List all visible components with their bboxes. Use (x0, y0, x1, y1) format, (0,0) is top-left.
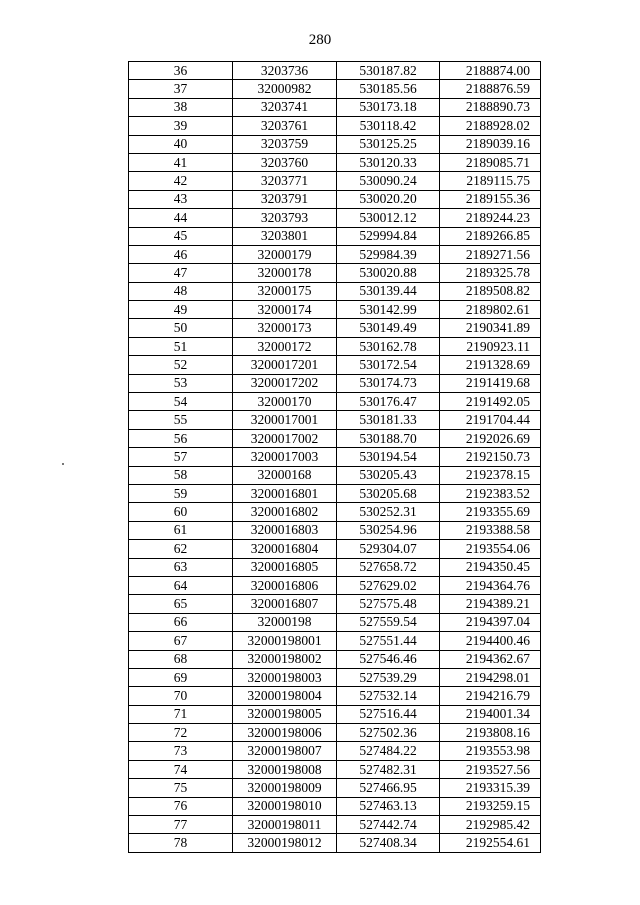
y-coordinate-cell: 2191492.05 (440, 393, 541, 411)
x-coordinate-cell: 530176.47 (337, 393, 440, 411)
y-coordinate-cell: 2193808.16 (440, 724, 541, 742)
point-number-cell: 69 (129, 668, 233, 686)
y-coordinate-cell: 2192985.42 (440, 816, 541, 834)
y-coordinate-cell: 2188890.73 (440, 98, 541, 116)
y-coordinate-cell: 2189085.71 (440, 153, 541, 171)
point-number-cell: 39 (129, 117, 233, 135)
x-coordinate-cell: 530181.33 (337, 411, 440, 429)
point-number-cell: 51 (129, 337, 233, 355)
table-row (129, 576, 541, 594)
x-coordinate-cell: 530252.31 (337, 503, 440, 521)
y-coordinate-cell: 2189244.23 (440, 209, 541, 227)
table-row (129, 650, 541, 668)
x-coordinate-cell: 530149.49 (337, 319, 440, 337)
y-coordinate-cell: 2189115.75 (440, 172, 541, 190)
x-coordinate-cell: 530185.56 (337, 80, 440, 98)
point-id-cell: 32000198010 (233, 797, 337, 815)
x-coordinate-cell: 530118.42 (337, 117, 440, 135)
table-row (129, 264, 541, 282)
x-coordinate-cell: 527532.14 (337, 687, 440, 705)
point-number-cell: 68 (129, 650, 233, 668)
table-row (129, 558, 541, 576)
x-coordinate-cell: 530205.43 (337, 466, 440, 484)
point-id-cell: 3200016801 (233, 484, 337, 502)
point-id-cell: 32000198008 (233, 760, 337, 778)
y-coordinate-cell: 2194400.46 (440, 632, 541, 650)
y-coordinate-cell: 2192150.73 (440, 448, 541, 466)
x-coordinate-cell: 527484.22 (337, 742, 440, 760)
y-coordinate-cell: 2189271.56 (440, 245, 541, 263)
point-number-cell: 75 (129, 779, 233, 797)
x-coordinate-cell: 527408.34 (337, 834, 440, 852)
table-row (129, 153, 541, 171)
x-coordinate-cell: 527559.54 (337, 613, 440, 631)
x-coordinate-cell: 530162.78 (337, 337, 440, 355)
point-id-cell: 3200016806 (233, 576, 337, 594)
table-row (129, 117, 541, 135)
y-coordinate-cell: 2192378.15 (440, 466, 541, 484)
point-number-cell: 55 (129, 411, 233, 429)
point-id-cell: 32000198009 (233, 779, 337, 797)
point-number-cell: 42 (129, 172, 233, 190)
x-coordinate-cell: 530188.70 (337, 429, 440, 447)
point-id-cell: 32000174 (233, 301, 337, 319)
point-id-cell: 32000198003 (233, 668, 337, 686)
x-coordinate-cell: 527546.46 (337, 650, 440, 668)
table-row (129, 374, 541, 392)
table-row (129, 705, 541, 723)
point-number-cell: 53 (129, 374, 233, 392)
point-number-cell: 40 (129, 135, 233, 153)
y-coordinate-cell: 2194389.21 (440, 595, 541, 613)
point-id-cell: 32000178 (233, 264, 337, 282)
point-id-cell: 32000198012 (233, 834, 337, 852)
point-id-cell: 32000198007 (233, 742, 337, 760)
table-row (129, 411, 541, 429)
y-coordinate-cell: 2188876.59 (440, 80, 541, 98)
point-number-cell: 56 (129, 429, 233, 447)
x-coordinate-cell: 527551.44 (337, 632, 440, 650)
table-row (129, 466, 541, 484)
x-coordinate-cell: 530139.44 (337, 282, 440, 300)
point-number-cell: 59 (129, 484, 233, 502)
y-coordinate-cell: 2189508.82 (440, 282, 541, 300)
point-id-cell: 32000170 (233, 393, 337, 411)
y-coordinate-cell: 2191419.68 (440, 374, 541, 392)
y-coordinate-cell: 2192026.69 (440, 429, 541, 447)
point-id-cell: 3203760 (233, 153, 337, 171)
y-coordinate-cell: 2189325.78 (440, 264, 541, 282)
x-coordinate-cell: 530020.20 (337, 190, 440, 208)
y-coordinate-cell: 2193527.56 (440, 760, 541, 778)
table-row (129, 540, 541, 558)
y-coordinate-cell: 2190341.89 (440, 319, 541, 337)
point-id-cell: 32000175 (233, 282, 337, 300)
table-row (129, 484, 541, 502)
point-number-cell: 65 (129, 595, 233, 613)
table-row (129, 429, 541, 447)
point-id-cell: 3200016802 (233, 503, 337, 521)
x-coordinate-cell: 530174.73 (337, 374, 440, 392)
table-row (129, 209, 541, 227)
point-id-cell: 3200017001 (233, 411, 337, 429)
x-coordinate-cell: 527502.36 (337, 724, 440, 742)
point-number-cell: 78 (129, 834, 233, 852)
scan-speck (62, 463, 64, 465)
point-id-cell: 3203801 (233, 227, 337, 245)
point-number-cell: 41 (129, 153, 233, 171)
point-number-cell: 50 (129, 319, 233, 337)
table-row (129, 724, 541, 742)
y-coordinate-cell: 2194001.34 (440, 705, 541, 723)
point-number-cell: 45 (129, 227, 233, 245)
point-id-cell: 3200017201 (233, 356, 337, 374)
y-coordinate-cell: 2194364.76 (440, 576, 541, 594)
coordinates-table-body (129, 62, 541, 853)
y-coordinate-cell: 2194397.04 (440, 613, 541, 631)
point-number-cell: 38 (129, 98, 233, 116)
x-coordinate-cell: 530172.54 (337, 356, 440, 374)
point-number-cell: 52 (129, 356, 233, 374)
table-row (129, 613, 541, 631)
x-coordinate-cell: 530012.12 (337, 209, 440, 227)
point-id-cell: 3200016803 (233, 521, 337, 539)
y-coordinate-cell: 2193259.15 (440, 797, 541, 815)
point-number-cell: 77 (129, 816, 233, 834)
table-row (129, 62, 541, 80)
x-coordinate-cell: 527442.74 (337, 816, 440, 834)
x-coordinate-cell: 527463.13 (337, 797, 440, 815)
table-row (129, 503, 541, 521)
y-coordinate-cell: 2190923.11 (440, 337, 541, 355)
point-number-cell: 54 (129, 393, 233, 411)
point-id-cell: 32000198005 (233, 705, 337, 723)
x-coordinate-cell: 529304.07 (337, 540, 440, 558)
table-row (129, 448, 541, 466)
y-coordinate-cell: 2189266.85 (440, 227, 541, 245)
point-id-cell: 3200017202 (233, 374, 337, 392)
point-number-cell: 49 (129, 301, 233, 319)
point-id-cell: 3203793 (233, 209, 337, 227)
point-number-cell: 66 (129, 613, 233, 631)
y-coordinate-cell: 2194216.79 (440, 687, 541, 705)
point-id-cell: 3203741 (233, 98, 337, 116)
point-number-cell: 36 (129, 62, 233, 80)
table-row (129, 227, 541, 245)
table-row (129, 668, 541, 686)
x-coordinate-cell: 527658.72 (337, 558, 440, 576)
x-coordinate-cell: 530142.99 (337, 301, 440, 319)
point-number-cell: 43 (129, 190, 233, 208)
x-coordinate-cell: 530020.88 (337, 264, 440, 282)
table-row (129, 742, 541, 760)
table-row (129, 632, 541, 650)
point-id-cell: 3200016805 (233, 558, 337, 576)
point-id-cell: 3200017002 (233, 429, 337, 447)
y-coordinate-cell: 2192554.61 (440, 834, 541, 852)
point-id-cell: 32000173 (233, 319, 337, 337)
y-coordinate-cell: 2193554.06 (440, 540, 541, 558)
y-coordinate-cell: 2194362.67 (440, 650, 541, 668)
point-id-cell: 32000198 (233, 613, 337, 631)
y-coordinate-cell: 2191328.69 (440, 356, 541, 374)
point-id-cell: 32000982 (233, 80, 337, 98)
point-id-cell: 32000198011 (233, 816, 337, 834)
y-coordinate-cell: 2188874.00 (440, 62, 541, 80)
table-row (129, 816, 541, 834)
x-coordinate-cell: 527482.31 (337, 760, 440, 778)
point-number-cell: 60 (129, 503, 233, 521)
y-coordinate-cell: 2191704.44 (440, 411, 541, 429)
x-coordinate-cell: 530173.18 (337, 98, 440, 116)
point-number-cell: 62 (129, 540, 233, 558)
point-id-cell: 32000198004 (233, 687, 337, 705)
point-id-cell: 3203761 (233, 117, 337, 135)
table-row (129, 797, 541, 815)
table-row (129, 356, 541, 374)
point-number-cell: 61 (129, 521, 233, 539)
table-row (129, 172, 541, 190)
point-id-cell: 32000198006 (233, 724, 337, 742)
y-coordinate-cell: 2189802.61 (440, 301, 541, 319)
x-coordinate-cell: 527466.95 (337, 779, 440, 797)
point-id-cell: 32000172 (233, 337, 337, 355)
point-number-cell: 71 (129, 705, 233, 723)
y-coordinate-cell: 2194298.01 (440, 668, 541, 686)
table-row (129, 687, 541, 705)
point-number-cell: 63 (129, 558, 233, 576)
x-coordinate-cell: 529984.39 (337, 245, 440, 263)
point-id-cell: 3203771 (233, 172, 337, 190)
x-coordinate-cell: 530254.96 (337, 521, 440, 539)
point-number-cell: 76 (129, 797, 233, 815)
table-row (129, 135, 541, 153)
point-number-cell: 48 (129, 282, 233, 300)
point-id-cell: 3200016804 (233, 540, 337, 558)
x-coordinate-cell: 530205.68 (337, 484, 440, 502)
table-row (129, 245, 541, 263)
point-number-cell: 67 (129, 632, 233, 650)
page-number: 280 (308, 32, 332, 48)
point-id-cell: 3203759 (233, 135, 337, 153)
y-coordinate-cell: 2189155.36 (440, 190, 541, 208)
x-coordinate-cell: 529994.84 (337, 227, 440, 245)
table-row (129, 393, 541, 411)
table-row (129, 98, 541, 116)
table-row (129, 595, 541, 613)
table-row (129, 80, 541, 98)
point-id-cell: 3200016807 (233, 595, 337, 613)
x-coordinate-cell: 527539.29 (337, 668, 440, 686)
table-row (129, 190, 541, 208)
x-coordinate-cell: 530125.25 (337, 135, 440, 153)
y-coordinate-cell: 2193355.69 (440, 503, 541, 521)
x-coordinate-cell: 530194.54 (337, 448, 440, 466)
y-coordinate-cell: 2193315.39 (440, 779, 541, 797)
y-coordinate-cell: 2193553.98 (440, 742, 541, 760)
point-number-cell: 70 (129, 687, 233, 705)
y-coordinate-cell: 2189039.16 (440, 135, 541, 153)
point-id-cell: 3203736 (233, 62, 337, 80)
point-number-cell: 37 (129, 80, 233, 98)
table-row (129, 521, 541, 539)
x-coordinate-cell: 530120.33 (337, 153, 440, 171)
y-coordinate-cell: 2194350.45 (440, 558, 541, 576)
x-coordinate-cell: 527575.48 (337, 595, 440, 613)
x-coordinate-cell: 527516.44 (337, 705, 440, 723)
y-coordinate-cell: 2188928.02 (440, 117, 541, 135)
point-id-cell: 32000168 (233, 466, 337, 484)
point-number-cell: 47 (129, 264, 233, 282)
table-row (129, 779, 541, 797)
x-coordinate-cell: 530187.82 (337, 62, 440, 80)
point-id-cell: 3203791 (233, 190, 337, 208)
table-row (129, 337, 541, 355)
point-id-cell: 32000198002 (233, 650, 337, 668)
table-row (129, 834, 541, 852)
point-number-cell: 58 (129, 466, 233, 484)
point-id-cell: 32000198001 (233, 632, 337, 650)
table-row (129, 760, 541, 778)
point-number-cell: 57 (129, 448, 233, 466)
coordinates-table (128, 61, 541, 853)
y-coordinate-cell: 2192383.52 (440, 484, 541, 502)
point-number-cell: 44 (129, 209, 233, 227)
x-coordinate-cell: 530090.24 (337, 172, 440, 190)
x-coordinate-cell: 527629.02 (337, 576, 440, 594)
table-row (129, 301, 541, 319)
point-id-cell: 32000179 (233, 245, 337, 263)
point-number-cell: 46 (129, 245, 233, 263)
point-number-cell: 74 (129, 760, 233, 778)
point-number-cell: 73 (129, 742, 233, 760)
point-number-cell: 64 (129, 576, 233, 594)
table-row (129, 282, 541, 300)
y-coordinate-cell: 2193388.58 (440, 521, 541, 539)
point-id-cell: 3200017003 (233, 448, 337, 466)
point-number-cell: 72 (129, 724, 233, 742)
table-row (129, 319, 541, 337)
